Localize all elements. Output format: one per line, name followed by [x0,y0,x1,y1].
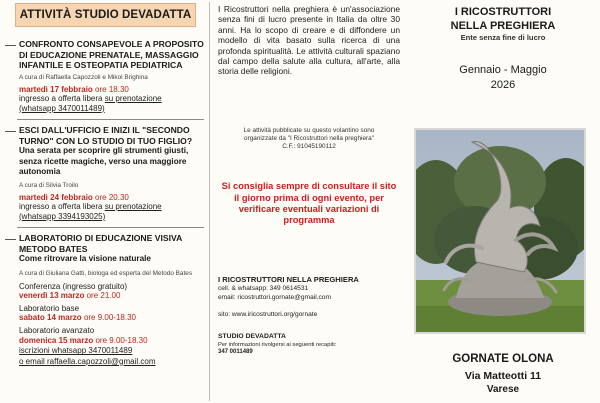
middle-column [210,0,406,403]
event-3-title: LABORATORIO DI EDUCAZIONE VISIVA METODO BATES [19,233,182,254]
sculpture-photo [414,128,586,334]
session-1-label: Conferenza (ingresso gratuito) [19,281,128,291]
session-2-label: Laboratorio base [19,303,80,313]
event-3-byline: A cura di Giuliana Gatti, biologa ed esperta del Metodo Bates [19,269,193,277]
event-1-title: CONFRONTO CONSAPEVOLE A PROPOSITO DI EDUCAZIONE PRENATALE, MASSAGGIO INFANTILE E OSTEOPATIA PEDIATRICA [19,39,204,70]
org-subtitle: Ente senza fine di lucro [460,33,546,42]
studio-title: STUDIO DEVADATTA [218,333,286,341]
location-street: Via Matteotti 11 [464,370,542,382]
studio-info: Per informazioni rivolgersi ai seguenti recapiti: [218,341,337,348]
session-3-label: Laboratorio avanzato [19,326,95,336]
event-2-subtitle: Una serata per scoprire gli strumenti giusti, senza ricette magiche, verso una maggiore autonomia [19,146,189,177]
event-2-whatsapp[interactable]: (whatsapp 3394193025) [19,211,106,221]
association-intro: I Ricostruttori nella preghiera è un'associazione senza fini di lucro presente in Italia da oltre 30 anni. Ha lo scopo di creare e di diffondere un modello di vita basato sulla ricerca di una profonda spiritualità. Le attività culturali spaziano dal campo della salute alla cultura, all'arte, alla storia delle religioni. [218,4,400,77]
contact-block [218,275,400,357]
studio-phone: 347 0011489 [218,349,253,356]
event-2 [5,125,204,221]
event-2-booking-link[interactable]: su prenotazione [104,202,162,212]
event-1 [5,39,204,113]
divider [17,119,204,120]
sculpture-illustration [416,130,584,332]
contact-title: I RICOSTRUTTORI NELLA PREGHIERA [218,274,359,284]
contact-email[interactable]: email: ricostruttori.gornate@gmail.com [218,293,331,301]
event-3 [5,233,204,366]
event-1-entry: ingresso a offerta libera su prenotazione [19,94,162,104]
event-2-title: ESCI DALL'UFFICIO E INIZI IL "SECONDO TURNO" CON LO STUDIO DI TUO FIGLIO? [19,125,193,146]
location-city: GORNATE OLONA [452,353,554,365]
activities-banner: ATTIVITÀ STUDIO DEVADATTA [15,3,196,27]
session-3-date: domenica 15 marzo ore 9.00-18.30 [19,335,148,345]
session-1-date: venerdì 13 marzo ore 21.00 [19,291,121,301]
event-2-byline: A cura di Silvia Troilo [19,181,79,189]
period: Gennaio - Maggio 2026 [459,64,547,91]
org-title: I RICOSTRUTTORI NELLA PREGHIERA [450,6,556,32]
location-town: Varese [486,384,520,395]
organizer-notice: Le attività pubblicate su questo volantino sono organizzate da "I Ricostruttori nella preghiera" C.F.: 91045190112 [243,126,375,151]
event-3-subtitle: Come ritrovare la visione naturale [19,254,151,264]
event-3-whatsapp[interactable]: iscrizioni whatsapp 3470011489 [19,346,133,356]
event-1-byline: A cura di Raffaella Capozzoli e Mikol Brighina [19,73,148,81]
contact-phone: cell. & whatsapp: 349 0614531 [218,285,309,293]
event-1-booking-link[interactable]: su prenotazione [104,94,162,104]
event-1-whatsapp[interactable]: (whatsapp 3470011489) [19,103,105,113]
divider [17,227,204,228]
event-1-date: martedì 17 febbraio ore 18.30 [19,84,129,94]
event-3-email[interactable]: o email raffaella.capozzoli@gmail.com [19,356,156,366]
event-2-entry: ingresso a offerta libera su prenotazione [19,202,162,212]
schedule-warning: Si consiglia sempre di consultare il sito il giorno prima di ogni evento, per verificare eventuali variazioni di programma [221,181,397,226]
right-column [406,0,600,403]
left-column [0,0,210,403]
location [406,352,600,397]
session-2-date: sabato 14 marzo ore 9.00-18.30 [19,313,136,323]
event-2-date: martedì 24 febbraio ore 20.30 [19,192,129,202]
contact-site[interactable]: sito: www.iricostruttori.org/gornate [218,311,318,319]
